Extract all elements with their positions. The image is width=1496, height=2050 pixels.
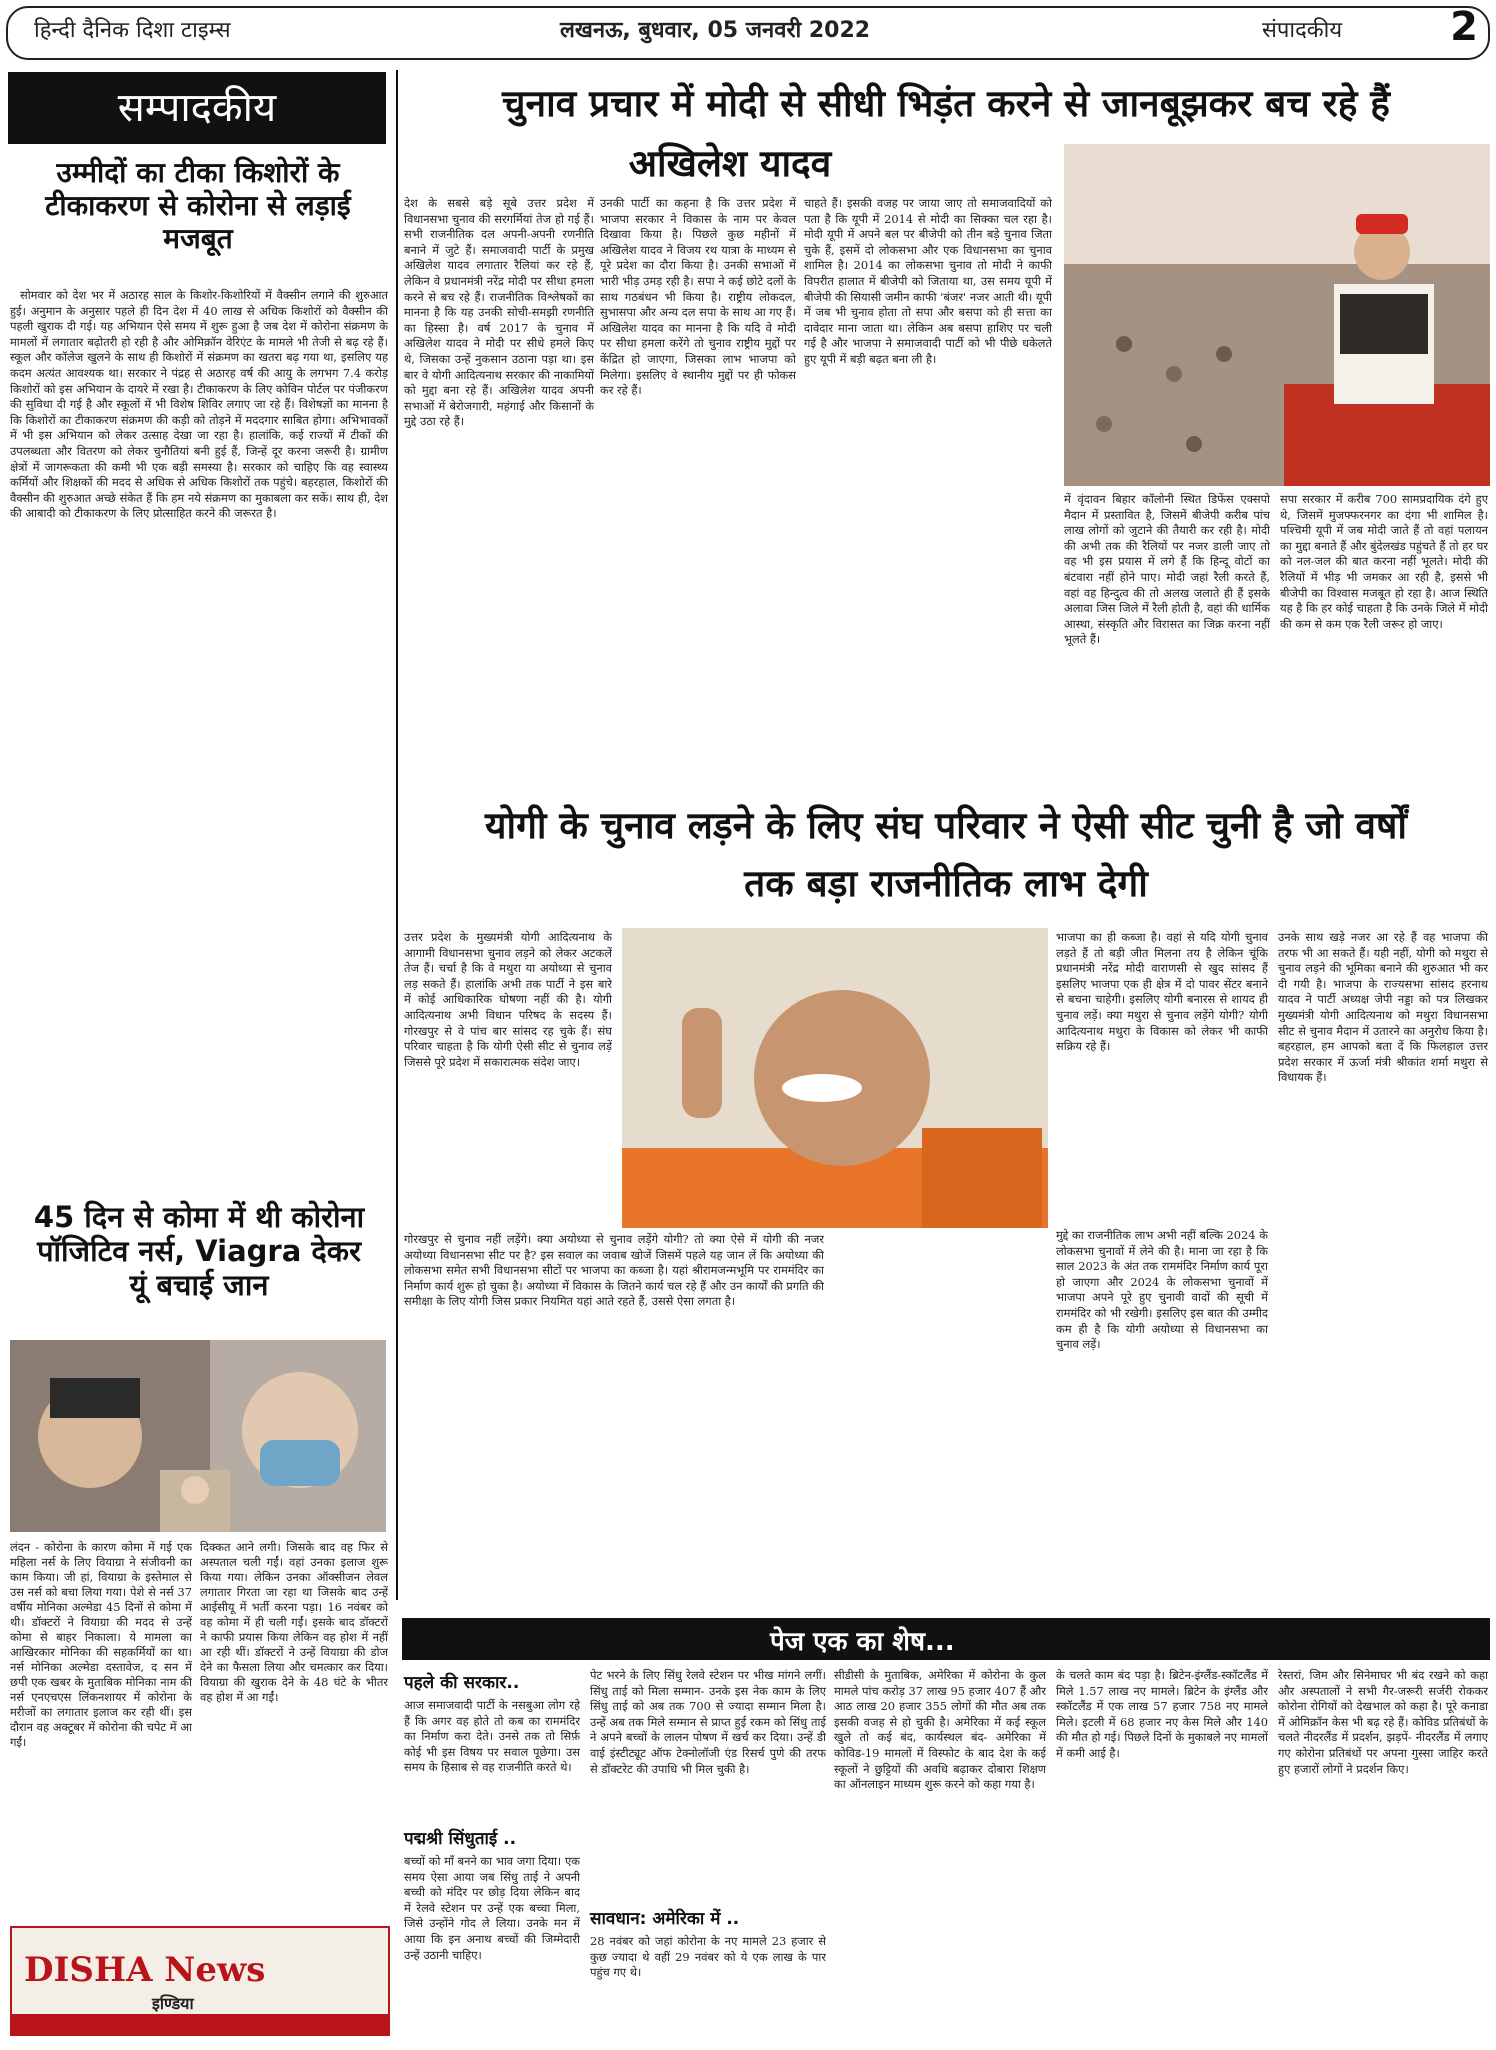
date-line: लखनऊ, बुधवार, 05 जनवरी 2022 <box>560 18 871 43</box>
akhilesh-rally-photo <box>1064 144 1490 486</box>
nurse-photo <box>10 1340 386 1532</box>
cont6-body: रेस्तरां, जिम और सिनेमाघर भी बंद रखने को कहा और अस्पतालों ने सभी गैर-जरूरी सर्जरी रोककर कोरोना रोगियों को देखभाल को कहा है। पूरे कनाडा में ओमिक्रॉन केस भी बढ़ रहे हैं। कोविड प्रतिबंधों के चलते नीदरलैंड में प्रदर्शन, झड़पें- नीदरलैंड में लगाए गए कोरोना प्रतिबंधों पर अपना गुस्सा जाहिर करते हुए हजारों लोगों ने प्रदर्शन किए। <box>1278 1668 1488 1776</box>
coma-headline-line1: 45 दिन से कोमा में थी कोरोना <box>33 1200 365 1234</box>
cont2-body: बच्चों को माँ बनने का भाव जगा दिया। एक समय ऐसा आया जब सिंधु ताई ने अपनी बच्ची को मंदिर पर छोड़ दिया लेकिन बाद में रेलवे स्टेशन पर उन्हें एक बच्चा मिला, जिसे उन्होंने गोद ले लिया। उनके मन में आया कि इन अनाथ बच्चों की जिम्मेदारी उन्हें उठानी चाहिए। <box>404 1854 580 1962</box>
coma-headline-line3: यूं बचाई जान <box>129 1268 269 1303</box>
top-story-col4: में वृंदावन बिहार कॉलोनी स्थित डिफेंस एक्सपो मैदान में प्रस्तावित है, जिसमें बीजेपी करीब पांच लाख लोगों को जुटाने की तैयारी कर रही है। मोदी की अभी तक की रैलियों पर नजर डाली जाए तो वह भी इस प्रयास में लगे हैं कि हिन्दू वोटों का बंटवारा नहीं होने पाए। मोदी जहां रैली करते हैं, वहां वह हिन्दुत्व की तो अलख जलाते ही हैं इसके अलावा जिस जिले में रैली होती है, वहां की धार्मिक आस्था, संस्कृति और विरासत का जिक्र करना नहीं भूलते हैं। <box>1064 492 1270 647</box>
editorial-paragraph: सोमवार को देश भर में अठारह साल के किशोर-किशोरियों में वैक्सीन लगाने की शुरुआत हुई। अनुमान के अनुसार पहले ही दिन देश में 40 लाख से अधिक किशोरों को वैक्सीन की पहली खुराक दी गई। यह अभियान ऐसे समय में शुरू हुआ है जब देश में कोरोना संक्रमण के मामलों में लगातार बढ़ोतरी हो रही है और ओमिक्रॉन वेरिएंट के मामले भी तेजी से बढ़ रहे हैं। स्कूल और कॉलेज खुलने के साथ ही किशोरों में संक्रमण का खतरा बढ़ गया था, इसलिए यह कदम अत्यंत आवश्यक था। सरकार ने पंद्रह से अठारह वर्ष की आयु के लगभग 7.4 करोड़ किशोरों को इस अभियान के दायरे में रखा है। टीकाकरण के लिए कोविन पोर्टल पर पंजीकरण की सुविधा दी गई है और स्कूलों में भी विशेष शिविर लगाए जा रहे हैं। विशेषज्ञों का मानना है कि किशोरों का टीकाकरण संक्रमण की कड़ी को तोड़ने में मददगार साबित होगा। अभिभावकों में भी इस अभियान को लेकर उत्साह देखा जा रहा है। हालांकि, कई राज्यों में टीकों की उपलब्धता और वितरण को लेकर चुनौतियां बनी हुई हैं, जिन्हें दूर करना जरूरी है। ग्रामीण क्षेत्रों में जागरूकता की कमी भी एक बड़ी समस्या है। सरकार को चाहिए कि वह स्वास्थ्य कर्मियों और शिक्षकों की मदद से अधिक से अधिक किशोरों तक पहुंचे। बहरहाल, किशोरों की वैक्सीन की शुरुआत अच्छे संकेत हैं कि हम नये संक्रमण का मुकाबला कर सकें। साथ ही, देश की आबादी को टीकाकरण के लिए प्रोत्साहित करने की जरूरत है। <box>10 288 388 521</box>
top-story-col5: सपा सरकार में करीब 700 सामप्रदायिक दंगे हुए थे, जिसमें मुजफ्फरनगर का दंगा भी शामिल है। पश्चिमी यूपी में जब मोदी जाते हैं तो वहां पलायन का मुद्दा बनाते हैं और बुंदेलखंड पहुंचते हैं तो हर घर को नल-जल की बात करना नहीं भूलते। मोदी की रैलियों में भीड़ भी जमकर आ रही है, इससे भी बीजेपी का विश्वास मजबूत हो रहा है। आज स्थिति यह है कि हर कोई चाहता है कि उनके जिले में मोदी की कम से कम एक रैली जरूर हो जाए। <box>1280 492 1488 631</box>
cont3-title: सावधान: अमेरिका में .. <box>590 1909 740 1929</box>
cont3-body2: 28 नवंबर को जहां कोरोना के नए मामले 23 हजार से कुछ ज्यादा थे वहीं 29 नवंबर को ये एक लाख के पार पहुंच गए थे। <box>590 1934 826 1980</box>
cont1-body: आज समाजवादी पार्टी के नसबुआ लोग रहे हैं कि अगर वह होते तो कब का राममंदिर का निर्माण करा देते। उनसे तक तो सिर्फ़ कोई भी इस विषय पर सवाल पूछेगा। उस समय के हिसाब से वह राजनीति करते थे। <box>404 1698 580 1775</box>
cont4-body: सीडीसी के मुताबिक, अमेरिका में कोरोना के कुल मामले पांच करोड़ 37 लाख 95 हजार 407 हैं और आठ लाख 20 हजार 355 लोगों की मौत अब तक इसकी वजह से हो चुकी है। अमेरिका में कई स्कूल खुले तो कई बंद, कार्यस्थल बंद- अमेरिका में कोविड-19 मामलों में विस्फोट के बाद देश के कई स्कूलों ने छुट्टियों की अवधि बढ़ाकर दोबारा शिक्षण का ऑनलाइन माध्यम शुरू करने को कहा गया है। <box>834 1668 1046 1792</box>
yogi-story-headline-line1: योगी के चुनाव लड़ने के लिए संघ परिवार ने ऐसी सीट चुनी है जो वर्षों <box>485 804 1407 847</box>
cont5-body: के चलते काम बंद पड़ा है। ब्रिटेन-इंग्लैंड-स्कॉटलैंड में मिले 1.57 लाख नए मामले। ब्रिटेन के इंग्लैंड और स्कॉटलैंड में एक लाख 57 हजार 758 नए मामले मिले। इटली में 68 हजार नए केस मिले और 140 की मौत हो गई। पिछले दिनों के मुकाबले नए मामलों में कमी आई है। <box>1056 1668 1268 1760</box>
yogi-story-headline-line2: तक बड़ा राजनीतिक लाभ देगी <box>744 862 1148 905</box>
top-story-col1: देश के सबसे बड़े सूबे उत्तर प्रदेश में विधानसभा चुनाव की सरगर्मियां तेज हो गई हैं। सभी राजनीतिक दल अपनी-अपनी रणनीति बनाने में जुटे हैं। समाजवादी पार्टी के प्रमुख अखिलेश यादव लगातार रैलियां कर रहे हैं, लेकिन वे प्रधानमंत्री नरेंद्र मोदी पर सीधा हमला करने से बच रहे हैं। राजनीतिक विश्लेषकों का मानना है कि यह उनकी सोची-समझी रणनीति का हिस्सा है। वर्ष 2017 के चुनाव में अखिलेश यादव ने मोदी पर सीधे हमले किए थे, जिसका उन्हें नुकसान उठाना पड़ा था। इस बार वे योगी आदित्यनाथ सरकार की नाकामियों को मुद्दा बना रहे हैं। अखिलेश यादव अपनी सभाओं में बेरोजगारी, महंगाई और किसानों के मुद्दे उठा रहे हैं। <box>404 196 594 429</box>
top-story-col2: उनकी पार्टी का कहना है कि उत्तर प्रदेश में भाजपा सरकार ने विकास के नाम पर केवल दिखावा किया है। पिछले कुछ महीनों में अखिलेश यादव ने विजय रथ यात्रा के माध्यम से पूरे प्रदेश का दौरा किया है। उनकी सभाओं में भारी भीड़ उमड़ रही है। सपा ने कई छोटे दलों के साथ गठबंधन भी किया है। राष्ट्रीय लोकदल, सुभासपा और अन्य दल सपा के साथ आ गए हैं। अखिलेश यादव का मानना है कि यदि वे मोदी पर सीधा हमला करेंगे तो चुनाव राष्ट्रीय मुद्दों पर केंद्रित हो जाएगा, जिसका लाभ भाजपा को मिलेगा। इसलिए वे स्थानीय मुद्दों पर ही फोकस कर रहे हैं। <box>600 196 796 398</box>
coma-headline-line2: पॉजिटिव नर्स, Viagra देकर <box>37 1234 361 1269</box>
yogi-story-col3: भाजपा का ही कब्जा है। वहां से यदि योगी चुनाव लड़ते हैं तो बड़ी जीत मिलना तय है लेकिन चूंकि प्रधानमंत्री नरेंद्र मोदी वाराणसी से खुद सांसद हैं इसलिए भाजपा एक ही क्षेत्र में दो पावर सेंटर बनाने से बचना चाहेगी। इसलिए योगी बनारस से शायद ही चुनाव लड़ें। क्या मथुरा से चुनाव लड़ेंगे योगी? योगी आदित्यनाथ मथुरा के विकास को लेकर भी काफी सक्रिय रहे हैं। <box>1056 930 1268 1054</box>
nurse-photo-collage <box>10 1340 386 1532</box>
continuation-band-label: पेज एक का शेष... <box>770 1627 955 1657</box>
top-story-headline-line2: अखिलेश यादव <box>628 142 832 185</box>
section-label: सम्पादकीय <box>8 72 386 144</box>
cont3-body: पेट भरने के लिए सिंधु रेलवे स्टेशन पर भीख मांगने लगीं। सिंधु ताई को मिला सम्मान- उनके इस नेक काम के लिए सिंधु ताई को अब तक 700 से ज्यादा सम्मान मिला है। उन्हें अब तक मिले सम्मान से प्राप्त हुई रकम को सिंधु ताई ने अपने बच्चों के लालन पोषण में खर्च कर दिया। उन्हें डी वाई इंस्टीट्यूट ऑफ टेक्नोलॉजी एंड रिसर्च पुणे की तरफ से डॉक्टरेट की उपाधि भी मिल चुकी है। <box>590 1668 826 1776</box>
rally-photo <box>1064 144 1490 486</box>
logo-text: DISHA News <box>24 1950 266 1990</box>
top-story-headline-line1: चुनाव प्रचार में मोदी से सीधी भिड़ंत करने से जानबूझकर बच रहे हैं <box>502 82 1390 125</box>
yogi-story-col1b: गोरखपुर से चुनाव नहीं लड़ेंगे। क्या अयोध्या से चुनाव लड़ेंगे योगी? तो क्या ऐसे में योगी की नजर अयोध्या विधानसभा सीट पर है? इस सवाल का जवाब खोजें जिसमें पहले यह जान लें कि अयोध्या की लोकसभा समेत सभी विधानसभा सीटों पर भाजपा का कब्जा है। यहां श्रीरामजन्मभूमि पर राममंदिर का निर्माण कार्य शुरू हो चुका है। अयोध्या में विकास के जितने कार्य चल रहे हैं और उन कार्यों की प्रगति की समीक्षा के लिए योगी जिस प्रकार नियमित यहां आते रहते हैं, उससे ऐसा लगता है। <box>404 1232 824 1309</box>
cont2-title: पद्मश्री सिंधुताई .. <box>404 1829 517 1849</box>
logo-tagline: इण्डिया <box>152 1994 194 2013</box>
section-name: संपादकीय <box>1262 18 1343 43</box>
column-divider <box>396 70 398 1600</box>
editorial-body <box>10 288 388 1182</box>
editorial-headline: उम्मीदों का टीका किशोरों के टीकाकरण से कोरोना से लड़ाई मजबूत <box>45 156 351 256</box>
top-story-col3: चाहते हैं। इसकी वजह पर जाया जाए तो समाजवादियों को पता है कि यूपी में 2014 से मोदी का सिक्का चल रहा है। मोदी यूपी में अपने बल पर बीजेपी को तीन बड़े चुनाव जिता चुके हैं, इसमें दो लोकसभा और एक विधानसभा का चुनाव शामिल है। 2014 का लोकसभा चुनाव तो मोदी ने काफी विपरीत हालात में बीजेपी को जिताया था, उस समय यूपी में बीजेपी की सियासी जमीन काफी 'बंजर' नजर आती थी। यूपी में जब भी चुनाव होता तो सपा और बसपा को ही सत्ता का दावेदार माना जाता था। लेकिन अब बसपा हाशिए पर चली गई है और भाजपा ने समाजवादी पार्टी को भी पीछे धकेलते हुए यूपी में बड़ी बढ़त बना ली है। <box>804 196 1052 366</box>
paper-name: हिन्दी दैनिक दिशा टाइम्स <box>34 18 231 43</box>
yogi-photo <box>622 928 1048 1228</box>
logo-band <box>12 2014 388 2034</box>
page-number: 2 <box>1450 4 1478 50</box>
yogi-story-col4: उनके साथ खड़े नजर आ रहे हैं वह भाजपा की तरफ भी आ सकते हैं। यही नहीं, योगी को मथुरा से चुनाव लड़ने की भूमिका बनाने की शुरुआत भी कर दी गयी है। भाजपा के राज्यसभा सांसद हरनाथ यादव ने पार्टी अध्यक्ष जेपी नड्डा को पत्र लिखकर मुख्यमंत्री योगी आदित्यनाथ को मथुरा विधानसभा सीट से चुनाव मैदान में उतारने का अनुरोध किया है। बहरहाल, हम आपको बता दें कि फिलहाल उत्तर प्रदेश सरकार में ऊर्जा मंत्री श्रीकांत शर्मा मथुरा से विधायक हैं। <box>1278 930 1488 1085</box>
yogi-portrait <box>622 928 1048 1228</box>
yogi-story-col2: मुद्दे का राजनीतिक लाभ अभी नहीं बल्कि 2024 के लोकसभा चुनावों में लेने की है। माना जा रहा है कि साल 2023 के अंत तक राममंदिर निर्माण कार्य पूरा हो जाएगा और 2024 के लोकसभा चुनावों में भाजपा अपने पूरे हुए चुनावी वादों की सूची में राममंदिर को भी रखेगी। इसलिए इस बात की उम्मीद कम ही है कि योगी अयोध्या से विधानसभा का चुनाव लड़ें। <box>1056 1228 1268 1352</box>
yogi-story-col1: उत्तर प्रदेश के मुख्यमंत्री योगी आदित्यनाथ के आगामी विधानसभा चुनाव लड़ने को लेकर अटकलें तेज हैं। चर्चा है कि वे मथुरा या अयोध्या से चुनाव लड़ सकते हैं। हालांकि अभी तक पार्टी ने इस बारे में कोई आधिकारिक घोषणा नहीं की है। योगी आदित्यनाथ अभी विधान परिषद के सदस्य हैं। गोरखपुर से वे पांच बार सांसद रह चुके हैं। संघ परिवार चाहता है कि योगी ऐसी सीट से चुनाव लड़ें जिससे पूरे प्रदेश में सकारात्मक संदेश जाए। <box>404 930 612 1069</box>
coma-body-col1: लंदन - कोरोना के कारण कोमा में गई एक महिला नर्स के लिए वियाग्रा ने संजीवनी का काम किया। जी हां, वियाग्रा के इस्तेमाल से उस नर्स को बचा लिया गया। पेशे से नर्स 37 वर्षीय मोनिका अल्मेडा 45 दिनों से कोमा में थी। डॉक्टरों ने वियाग्रा की मदद से उन्हें कोमा से बाहर निकाला। ये मामला का आखिरकार मोनिका की सहकर्मियों का था। नर्स मोनिका अल्मेडा दस्तावेज, द सन में छपी एक खबर के मुताबिक मोनिका नाम की नर्स एनएचएस लिंकनशायर में कोरोना के मरीजों का लगातार इलाज कर रही थीं। इस दौरान वह अक्टूबर में कोरोना की चपेट में आ गईं। <box>10 1540 192 1749</box>
cont1-title: पहले की सरकार.. <box>404 1673 520 1693</box>
coma-nurse-headline <box>10 1200 388 1303</box>
disha-news-logo <box>10 1926 390 2036</box>
coma-body-col2: दिक्कत आने लगी। जिसके बाद वह फिर से अस्पताल चली गईं। वहां उनका इलाज शुरू किया गया। लेकिन उनका ऑक्सीजन लेवल लगातार गिरता जा रहा था जिसके बाद उन्हें आईसीयू में भर्ती करना पड़ा। 16 नवंबर को वह कोमा में ही चली गईं। इसके बाद डॉक्टरों ने काफी प्रयास किया लेकिन वह होश में नहीं आ रही थीं। डॉक्टरों ने उन्हें वियाग्रा की डोज देने का फैसला लिया और चमत्कार कर दिया। वियाग्रा की खुराक देने के 48 घंटे के भीतर वह होश में आ गईं। <box>200 1540 388 1704</box>
